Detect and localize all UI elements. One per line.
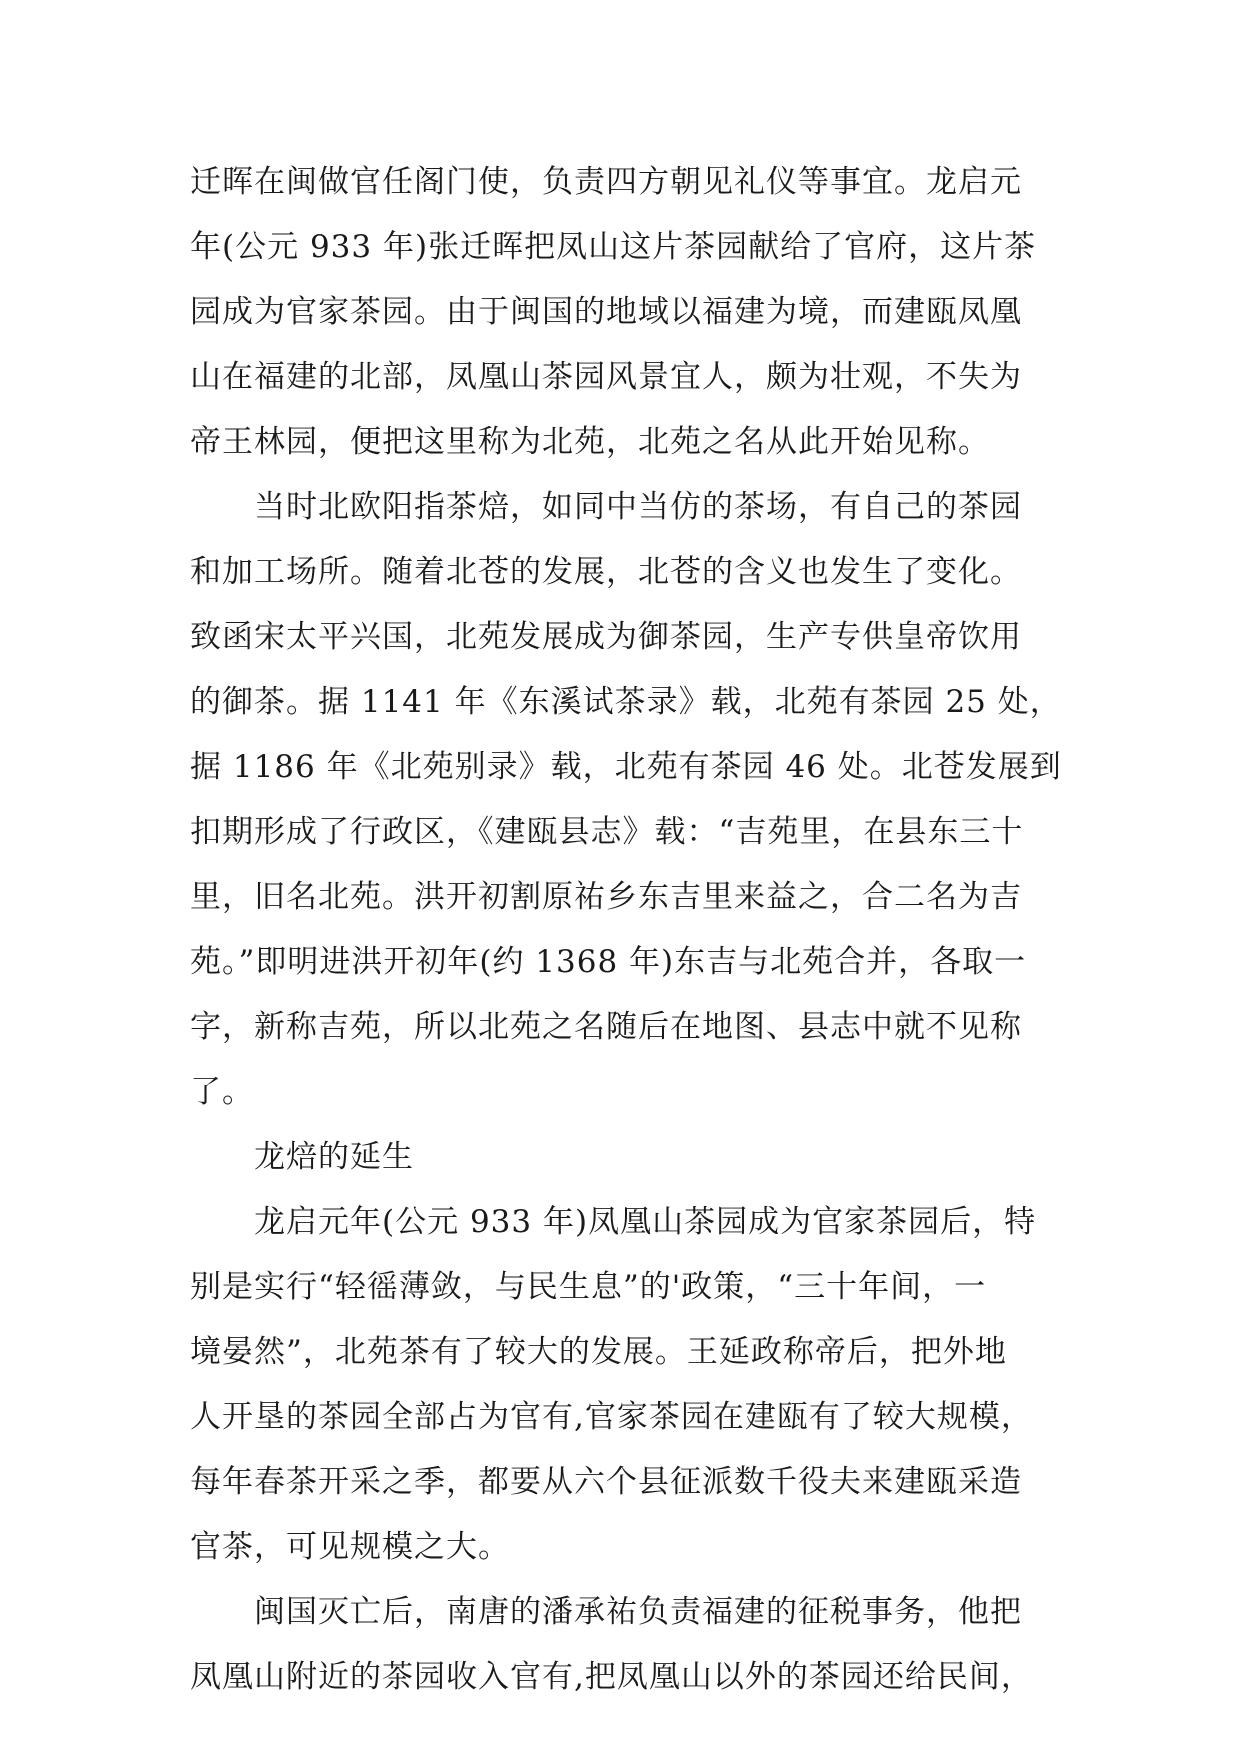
text-line: 扣期形成了行政区，《建瓯县志》载：“吉苑里，在县东三十 [190, 814, 1024, 850]
document-body [190, 150, 1070, 1710]
paragraph-first-line: 龙启元年(公元 933 年)凤凰山茶园成为官家茶园后，特 [254, 1204, 1037, 1240]
text-line: 迁晖在闽做官任阁门使，负责四方朝见礼仪等事宜。龙启元 [190, 164, 1022, 200]
text-line: 别是实行“轻徭薄敛，与民生息”的'政策，“三十年间，一 [190, 1269, 987, 1305]
text-line: 每年春茶开采之季，都要从六个县征派数千役夫来建瓯采造 [190, 1464, 1022, 1500]
text-line: 境晏然”，北苑茶有了较大的发展。王延政称帝后，把外地 [190, 1334, 1007, 1370]
text-line: 字，新称吉苑，所以北苑之名随后在地图、县志中就不见称 [190, 1009, 1022, 1045]
text-line: 据 1186 年《北苑别录》载，北苑有茶园 46 处。北苍发展到 [190, 749, 1062, 785]
text-line: 的御茶。据 1141 年《东溪试茶录》载，北苑有茶园 25 处， [190, 684, 1062, 720]
paragraph-first-line: 闽国灭亡后，南唐的潘承祐负责福建的征税事务，他把 [254, 1594, 1022, 1630]
section-heading: 龙焙的延生 [254, 1139, 414, 1175]
text-line: 里，旧名北苑。洪开初割原祐乡东吉里来益之，合二名为吉 [190, 879, 1022, 915]
text-line: 官茶，可见规模之大。 [190, 1529, 510, 1565]
paragraph-first-line: 当时北欧阳指茶焙，如同中当仿的茶场，有自己的茶园 [254, 489, 1022, 525]
text-line: 凤凰山附近的茶园收入官有,把凤凰山以外的茶园还给民间， [190, 1659, 1033, 1695]
text-line: 山在福建的北部，凤凰山茶园风景宜人，颇为壮观，不失为 [190, 359, 1022, 395]
text-line: 了。 [190, 1074, 254, 1110]
text-line: 苑。”即明进洪开初年(约 1368 年)东吉与北苑合并，各取一 [190, 944, 1027, 980]
text-line: 和加工场所。随着北苍的发展，北苍的含义也发生了变化。 [190, 554, 1022, 590]
text-line: 致函宋太平兴国，北苑发展成为御茶园，生产专供皇帝饮用 [190, 619, 1022, 655]
text-line: 园成为官家茶园。由于闽国的地域以福建为境，而建瓯凤凰 [190, 294, 1022, 330]
text-line: 帝王林园，便把这里称为北苑，北苑之名从此开始见称。 [190, 424, 990, 460]
text-line: 年(公元 933 年)张迁晖把凤山这片茶园献给了官府，这片茶 [190, 229, 1037, 265]
text-line: 人开垦的茶园全部占为官有,官家茶园在建瓯有了较大规模， [190, 1399, 1033, 1435]
